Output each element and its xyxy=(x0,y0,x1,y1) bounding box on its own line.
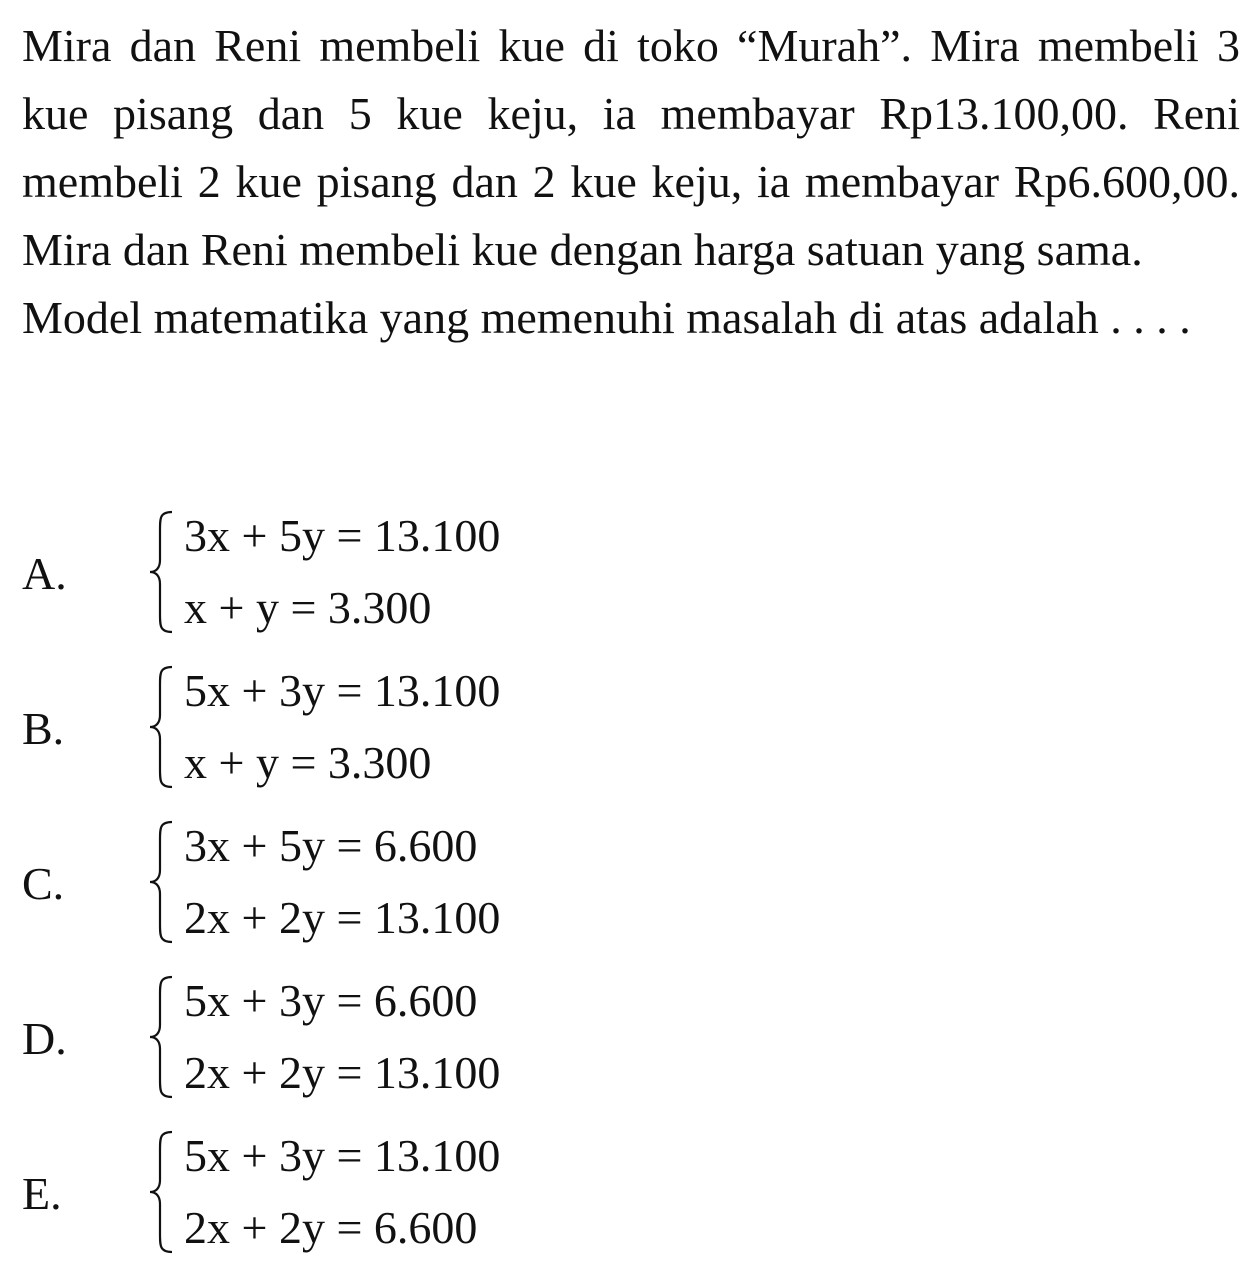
equation-system xyxy=(184,810,500,954)
left-brace-icon xyxy=(148,508,176,636)
equation-2: 2x + 2y = 6.600 xyxy=(184,1201,478,1253)
equation-2: 2x + 2y = 13.100 xyxy=(184,891,501,943)
equation-2: x + y = 3.300 xyxy=(184,581,432,633)
option-e[interactable] xyxy=(22,1114,922,1269)
left-brace-icon xyxy=(148,818,176,946)
equation-system xyxy=(184,1120,500,1264)
left-brace-icon xyxy=(148,973,176,1101)
equation-1: 5x + 3y = 13.100 xyxy=(184,664,501,716)
equation-2: x + y = 3.300 xyxy=(184,736,432,788)
equation-1: 3x + 5y = 6.600 xyxy=(184,819,478,871)
option-letter: B. xyxy=(22,702,65,754)
question-block xyxy=(22,12,1240,352)
left-brace-icon xyxy=(148,1128,176,1256)
option-letter: C. xyxy=(22,857,65,909)
option-c[interactable] xyxy=(22,804,922,959)
equation-1: 3x + 5y = 13.100 xyxy=(184,509,501,561)
option-letter: A. xyxy=(22,547,67,599)
option-a[interactable] xyxy=(22,494,922,649)
equation-1: 5x + 3y = 6.600 xyxy=(184,974,478,1026)
option-b[interactable] xyxy=(22,649,922,804)
answer-options xyxy=(22,494,922,1269)
equation-2: 2x + 2y = 13.100 xyxy=(184,1046,501,1098)
equation-system xyxy=(184,655,500,799)
option-letter: D. xyxy=(22,1012,67,1064)
equation-system xyxy=(184,500,500,644)
equation-system xyxy=(184,965,500,1109)
option-letter: E. xyxy=(22,1167,62,1219)
left-brace-icon xyxy=(148,663,176,791)
question-stem: Model matematika yang memenuhi masalah di atas adalah . . . . xyxy=(22,292,1191,343)
question-paragraph: Mira dan Reni membeli kue di toko “Murah”. Mira membeli 3 kue pisang dan 5 kue keju, ia membayar Rp13.100,00. Reni membeli 2 kue pisang dan 2 kue keju, ia membayar Rp6.600,00. Mira dan Reni membeli kue dengan harga satuan yang sama. xyxy=(22,20,1240,275)
option-d[interactable] xyxy=(22,959,922,1114)
equation-1: 5x + 3y = 13.100 xyxy=(184,1129,501,1181)
